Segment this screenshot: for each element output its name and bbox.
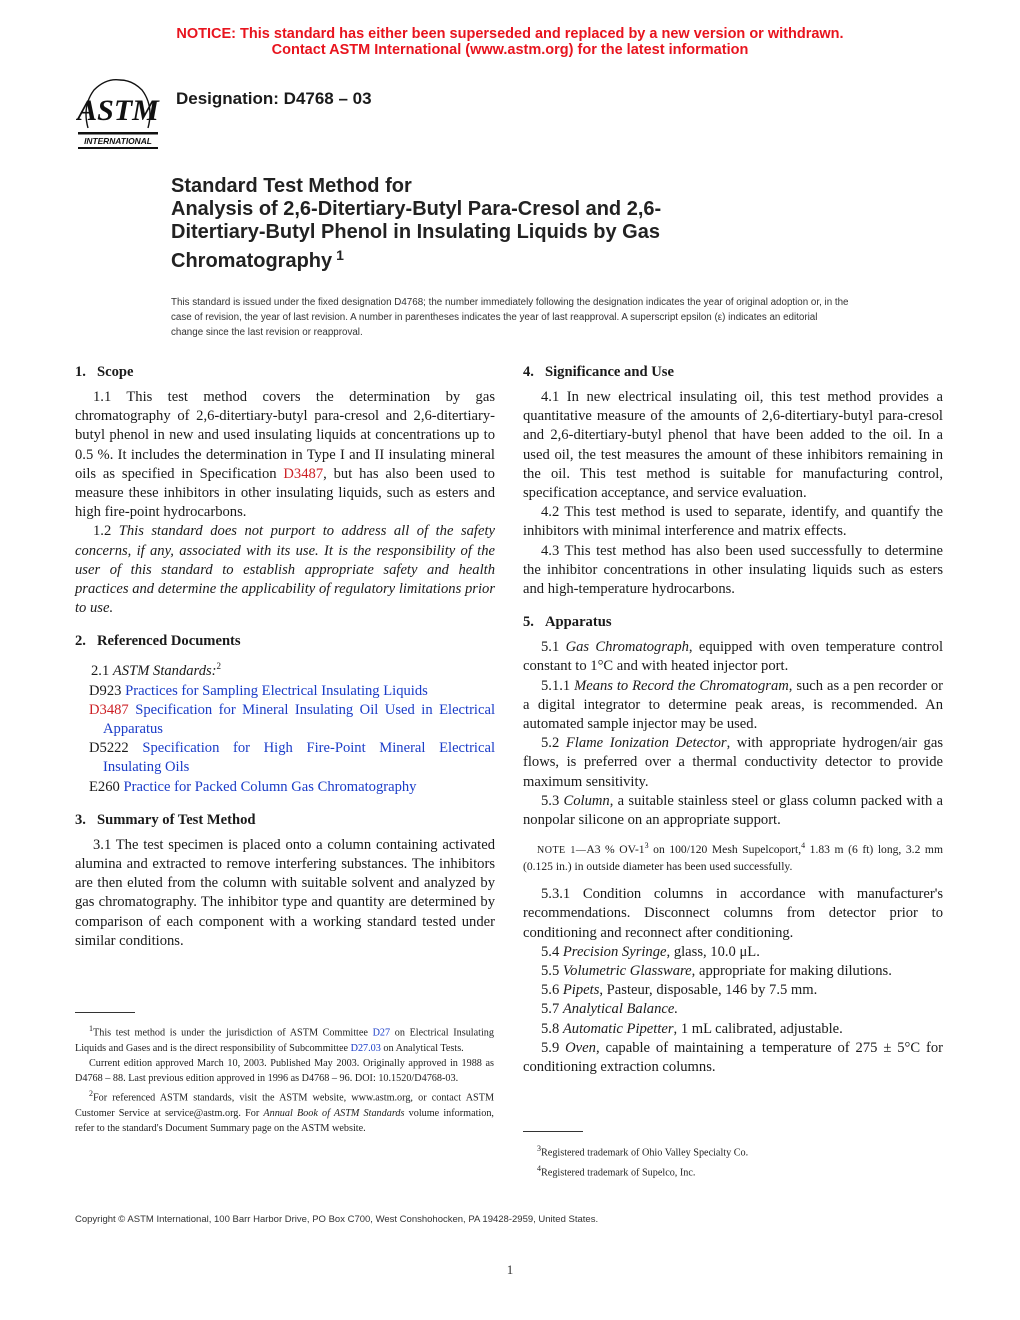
paragraph-3-1: 3.1 The test specimen is placed onto a column containing activated alumina and extracted to remove interfering substances. The inhibitors are then eluted from the column with suitable solvent and analyzed by gas chromatography. The inhibitor type and quantity are determined by comparison of each component with a working standard tested under similar conditions.	[75, 836, 495, 949]
paragraph-5-6: 5.6 Pipets, Pasteur, disposable, 146 by 7.5 mm.	[541, 982, 818, 999]
footnote-1-edition: Current edition approved March 10, 2003. Published May 2003. Originally approved in 1988 as D4768 – 88. Last previous edition approved in 1996 as D4768 – 96. DOI: 10.1520/D4768-03.	[75, 1057, 494, 1084]
astm-logo	[76, 76, 160, 152]
paragraph-5-1-1: 5.1.1 Means to Record the Chromatogram, such as a pen recorder or a digital integrator to determine peak areas, is recommended. An automated sample injector may be used.	[523, 677, 943, 733]
ref-item[interactable]: D3487 Specification for Mineral Insulating Oil Used in Electrical Apparatus	[89, 701, 495, 737]
ref-item[interactable]: D5222 Specification for High Fire-Point Mineral Electrical Insulating Oils	[89, 740, 495, 776]
withdrawal-notice	[0, 26, 1020, 58]
title-footnote-ref[interactable]: 1	[336, 247, 344, 263]
section-heading: 2. Referenced Documents	[75, 633, 241, 650]
logo-mark: ASTM	[77, 94, 159, 127]
ref-item[interactable]: E260 Practice for Packed Column Gas Chromatography	[89, 778, 417, 795]
footnotes-right	[523, 1141, 943, 1180]
paragraph-5-9: 5.9 Oven, capable of maintaining a temperature of 275 ± 5°C for conditioning extraction columns.	[523, 1039, 943, 1075]
footnote-2: $^2$For referenced ASTM standards, visit the ASTM website, www.astm.org, or contact ASTM Customer Service at service@astm.org. For Annual Book of ASTM Standards volume information, refer to the standard's Document Summary page on the ASTM website.	[75, 1089, 494, 1134]
notice-line-2: Contact ASTM International (www.astm.org) for the latest information	[271, 42, 749, 58]
paragraph-4-3: 4.3 This test method has also been used successfully to determine the inhibitor concentrations in other insulating liquids such as esters and high-temperature hydrocarbons.	[523, 542, 943, 598]
paragraph-5-8: 5.8 Automatic Pipetter, 1 mL calibrated, adjustable.	[541, 1020, 843, 1037]
paragraph-5-4: 5.4 Precision Syringe, glass, 10.0 μL.	[541, 943, 760, 960]
designation: Designation: D4768 – 03	[176, 89, 372, 108]
paragraph-5-1: 5.1 Gas Chromatograph, equipped with oven temperature control constant to 1°C and with heated injector port.	[523, 639, 943, 675]
paragraph-5-7: 5.7 Analytical Balance.	[541, 1001, 678, 1018]
footnote-4: $^4$Registered trademark of Supelco, Inc.	[537, 1163, 696, 1178]
title-line-1: Standard Test Method for	[171, 175, 412, 197]
section-referenced-documents	[75, 632, 495, 796]
paragraph-1-1: 1.1 This test method covers the determination by gas chromatography of 2,6-ditertiary-butyl para-cresol and 2,6-ditertiary-butyl phenol in new and used insulating liquids at concentrations up to 0.5 %. It includes the determination in Type I and II insulating mineral oils as specified in Specification D3487, but has also been used to measure these inhibitors in other insulating liquids, such as esters and high fire-point hydrocarbons.	[75, 389, 495, 521]
document-title	[171, 175, 811, 273]
paragraph-5-3-1: 5.3.1 Condition columns in accordance with manufacturer's recommendations. Disconnect columns from detector prior to conditioning and reconnect after conditioning.	[523, 886, 943, 941]
section-apparatus	[523, 613, 943, 1077]
title-line-4: Chromatography	[171, 250, 333, 272]
note-1: NOTE 1—A3 % $OV-1^3$ on 100/120 Mesh Supelcoport,$^4$ 1.83 m (6 ft) long, 3.2 mm (0.125 in.) in outside diameter has been used successfully.	[523, 841, 943, 874]
section-heading: 1. Scope	[75, 364, 134, 380]
paragraph-5-3: 5.3 Column, a suitable stainless steel or glass column packed with a nonpolar silicone on an appropriate support.	[523, 792, 944, 829]
footnote-3: $^3$Registered trademark of Ohio Valley Specialty Co.	[537, 1144, 749, 1159]
footnotes-left	[75, 1021, 494, 1136]
logo-subtitle: INTERNATIONAL	[84, 136, 152, 146]
paragraph-5-2: 5.2 Flame Ionization Detector, with appropriate hydrogen/air gas flows, is preferred over a thermal conductivity detector to provide maximum sensitivity.	[523, 735, 944, 790]
committee-link-d27[interactable]: D27	[372, 1027, 391, 1039]
paragraph-5-5: 5.5 Volumetric Glassware, appropriate for making dilutions.	[541, 962, 892, 979]
section-significance	[523, 363, 943, 599]
title-line-3: Ditertiary-Butyl Phenol in Insulating Liquids by Gas	[171, 221, 660, 243]
ref-link-d3487[interactable]: D3487	[283, 465, 324, 482]
paragraph-2-1: 2.1 ASTM Standards:$^2$	[91, 661, 222, 680]
footnote-rule-right	[523, 1131, 583, 1132]
paragraph-4-1: 4.1 In new electrical insulating oil, this test method provides a quantitative measure of the amounts of 2,6-ditertiary-butyl para-cresol and 2,6-ditertiary-butyl phenol that have been added to the oil. In a used oil, the test measures the amount of these inhibitors remaining in the oil. This test method is suitable for manufacturing control, specification acceptance, and service evaluation.	[523, 389, 943, 502]
copyright-line: Copyright © ASTM International, 100 Barr Harbor Drive, PO Box C700, West Conshohocken, PA 19428-2959, United States.	[75, 1214, 599, 1225]
left-column	[75, 363, 495, 965]
paragraph-1-2: 1.2 This standard does not purport to address all of the safety concerns, if any, associated with its use. It is the responsibility of the user of this standard to establish appropriate safety and health practices and determine the applicability of regulatory limitations prior to use.	[75, 523, 495, 617]
section-heading: 5. Apparatus	[523, 614, 612, 631]
footnote-rule-left	[75, 1012, 135, 1013]
issue-statement: This standard is issued under the fixed designation D4768; the number immediately following the designation indicates the year of original adoption or, in the case of revision, the year of last revision. A number in parentheses indicates the year of last reapproval. A superscript epsilon (ε) indicates an editorial change since the last revision or reapproval.	[171, 297, 849, 338]
section-heading: 3. Summary of Test Method	[75, 811, 256, 828]
footnote-1: $^1$This test method is under the jurisdiction of ASTM Committee D27 on Electrical Insulating Liquids and Gases and is the direct responsibility of Subcommittee D27.03 on Analytical Tests.	[75, 1024, 494, 1054]
right-column	[523, 363, 943, 1091]
section-heading: 4. Significance and Use	[523, 364, 674, 380]
ref-item[interactable]: D923 Practices for Sampling Electrical Insulating Liquids	[89, 682, 428, 699]
subcommittee-link-d27-03[interactable]: D27.03	[350, 1042, 381, 1054]
page-number: 1	[506, 1262, 514, 1277]
paragraph-4-2: 4.2 This test method is used to separate, identify, and quantify the inhibitors with minimal interference and matrix effects.	[523, 504, 943, 540]
section-summary	[75, 811, 495, 951]
section-scope	[75, 363, 495, 618]
title-line-2: Analysis of 2,6-Ditertiary-Butyl Para-Cresol and 2,6-	[171, 198, 662, 220]
notice-line-1: NOTICE: This standard has either been superseded and replaced by a new version or withdrawn.	[176, 26, 844, 42]
